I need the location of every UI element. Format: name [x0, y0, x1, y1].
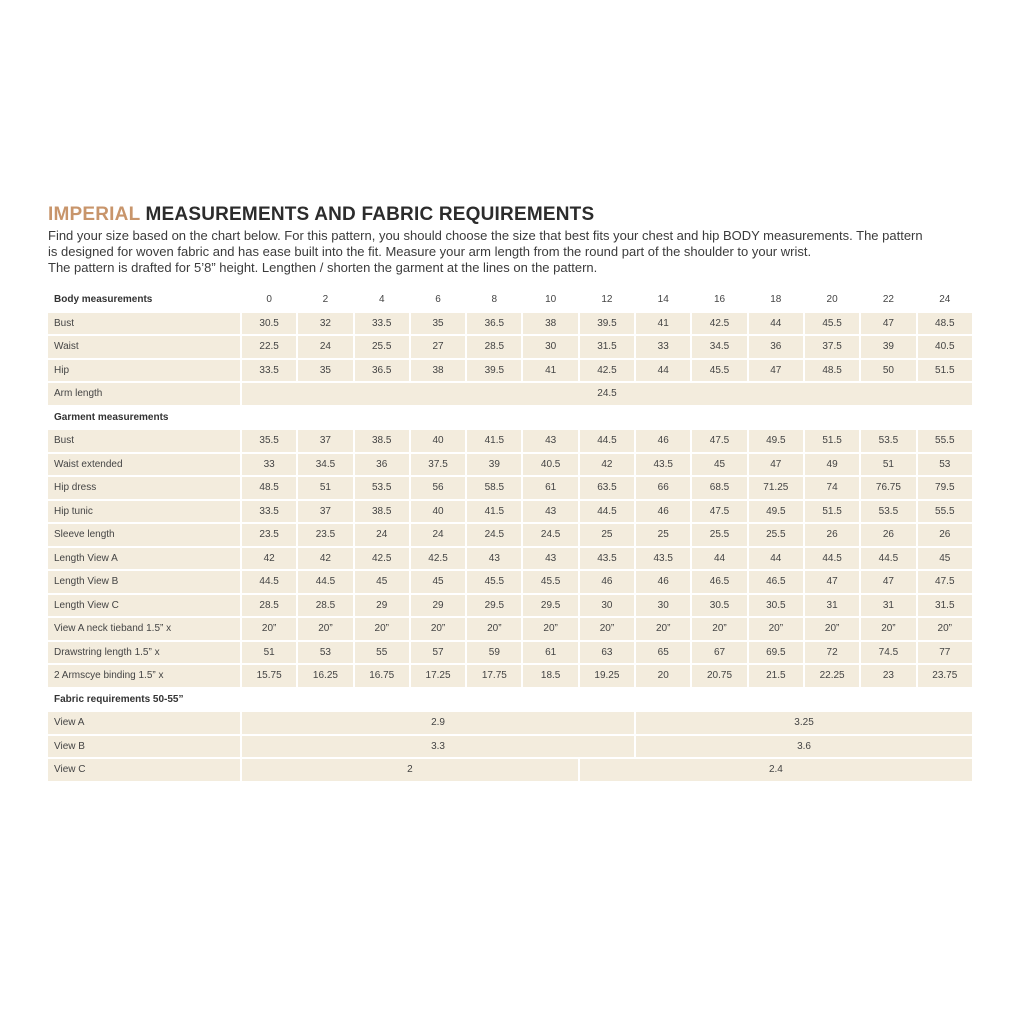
value-cell: 46.5 — [692, 571, 746, 593]
row-label: Bust — [48, 430, 240, 452]
value-cell: 44.5 — [580, 501, 634, 523]
value-cell: 63.5 — [580, 477, 634, 499]
value-cell: 33 — [636, 336, 690, 358]
value-cell: 36.5 — [467, 313, 521, 335]
title-accent: IMPERIAL — [48, 204, 141, 225]
value-cell: 37 — [298, 501, 352, 523]
fabric-value-large-sizes: 3.6 — [636, 736, 972, 758]
value-cell: 28.5 — [298, 595, 352, 617]
value-cell: 71.25 — [749, 477, 803, 499]
value-cell: 47 — [749, 454, 803, 476]
value-cell: 20” — [580, 618, 634, 640]
table-row — [48, 336, 972, 358]
value-cell: 74.5 — [861, 642, 915, 664]
size-header-cell: 14 — [657, 294, 669, 306]
size-chart-table — [46, 287, 974, 783]
row-label: Drawstring length 1.5” x — [48, 642, 240, 664]
row-label: View C — [48, 759, 240, 781]
row-label: 2 Armscye binding 1.5” x — [48, 665, 240, 687]
row-label: Hip dress — [48, 477, 240, 499]
value-cell: 45 — [918, 548, 972, 570]
value-cell: 49.5 — [749, 501, 803, 523]
value-cell: 31.5 — [580, 336, 634, 358]
value-cell: 31 — [861, 595, 915, 617]
value-cell: 38.5 — [355, 501, 409, 523]
value-cell: 15.75 — [242, 665, 296, 687]
value-cell: 20” — [411, 618, 465, 640]
table-row — [48, 524, 972, 546]
value-cell: 44 — [749, 313, 803, 335]
value-cell: 20” — [355, 618, 409, 640]
value-cell: 40.5 — [523, 454, 577, 476]
value-cell: 27 — [411, 336, 465, 358]
intro-line-1: Find your size based on the chart below. For this pattern, you should choose the size that best fits your chest and hip BODY measurements. The pattern — [48, 228, 923, 243]
row-label: Sleeve length — [48, 524, 240, 546]
size-header-cell: 2 — [322, 294, 329, 306]
value-cell: 20.75 — [692, 665, 746, 687]
value-cell: 45.5 — [692, 360, 746, 382]
value-cell: 51 — [242, 642, 296, 664]
value-cell: 40 — [411, 501, 465, 523]
value-cell: 38.5 — [355, 430, 409, 452]
size-header-cell: 0 — [266, 294, 272, 306]
value-cell: 61 — [523, 477, 577, 499]
value-cell: 29.5 — [467, 595, 521, 617]
row-label: View B — [48, 736, 240, 758]
value-cell: 51 — [298, 477, 352, 499]
value-cell: 36 — [355, 454, 409, 476]
value-cell: 37.5 — [411, 454, 465, 476]
value-cell: 20” — [805, 618, 859, 640]
value-cell: 66 — [636, 477, 690, 499]
value-cell: 46 — [636, 501, 690, 523]
value-cell: 24 — [298, 336, 352, 358]
row-label: Hip — [48, 360, 240, 382]
value-cell: 42.5 — [692, 313, 746, 335]
value-cell: 29 — [355, 595, 409, 617]
fabric-section-heading — [48, 689, 972, 711]
value-cell: 53 — [918, 454, 972, 476]
value-cell: 44 — [749, 548, 803, 570]
value-cell: 29 — [411, 595, 465, 617]
table-row — [48, 618, 972, 640]
value-cell: 47.5 — [692, 501, 746, 523]
value-cell: 55.5 — [918, 430, 972, 452]
value-cell: 29.5 — [523, 595, 577, 617]
value-cell: 68.5 — [692, 477, 746, 499]
value-cell: 44.5 — [580, 430, 634, 452]
value-cell: 46 — [580, 571, 634, 593]
value-cell: 51.5 — [805, 501, 859, 523]
value-cell: 41 — [523, 360, 577, 382]
value-cell: 41.5 — [467, 501, 521, 523]
garment-section-heading — [48, 407, 972, 429]
size-header-cell: 8 — [491, 294, 498, 306]
value-cell: 20” — [467, 618, 521, 640]
value-cell: 48.5 — [242, 477, 296, 499]
row-label: Waist — [48, 336, 240, 358]
size-header-cell: 16 — [713, 294, 726, 306]
value-cell: 47 — [749, 360, 803, 382]
row-label: Hip tunic — [48, 501, 240, 523]
value-cell: 22.25 — [805, 665, 859, 687]
value-cell: 59 — [467, 642, 521, 664]
fabric-value-small-sizes: 2.9 — [242, 712, 634, 734]
value-cell: 20” — [242, 618, 296, 640]
size-header-row — [48, 289, 972, 311]
value-cell: 24 — [411, 524, 465, 546]
value-cell: 43 — [523, 430, 577, 452]
size-header-cell: 10 — [545, 294, 557, 306]
value-cell: 23.5 — [298, 524, 352, 546]
value-cell: 44.5 — [861, 548, 915, 570]
value-cell: 22.5 — [242, 336, 296, 358]
value-cell: 30.5 — [692, 595, 746, 617]
value-cell: 38 — [523, 313, 577, 335]
row-label: View A neck tieband 1.5” x — [48, 618, 240, 640]
value-cell: 49 — [805, 454, 859, 476]
fabric-value-small-sizes: 3.3 — [242, 736, 634, 758]
value-cell: 43.5 — [580, 548, 634, 570]
value-cell: 34.5 — [692, 336, 746, 358]
table-row — [48, 548, 972, 570]
size-header-cell: 24 — [939, 294, 951, 306]
garment-measurements-heading: Garment measurements — [54, 411, 169, 423]
value-cell: 25.5 — [749, 524, 803, 546]
table-row — [48, 360, 972, 382]
size-header-cell: 18 — [770, 294, 782, 306]
table-row — [48, 430, 972, 452]
table-row — [48, 571, 972, 593]
value-cell: 31 — [805, 595, 859, 617]
value-cell: 39 — [861, 336, 915, 358]
value-cell: 43.5 — [636, 548, 690, 570]
fabric-requirements-heading: Fabric requirements 50-55” — [54, 693, 184, 705]
row-label: Length View B — [48, 571, 240, 593]
value-cell: 50 — [861, 360, 915, 382]
value-cell: 53 — [298, 642, 352, 664]
value-cell: 72 — [805, 642, 859, 664]
value-cell: 32 — [298, 313, 352, 335]
row-label: Arm length — [48, 383, 240, 405]
value-cell: 33.5 — [242, 360, 296, 382]
value-cell: 37.5 — [805, 336, 859, 358]
value-cell: 53.5 — [861, 430, 915, 452]
value-cell: 39 — [467, 454, 521, 476]
value-cell: 43.5 — [636, 454, 690, 476]
value-cell: 47.5 — [692, 430, 746, 452]
value-cell: 21.5 — [749, 665, 803, 687]
value-cell: 42 — [298, 548, 352, 570]
value-cell: 17.75 — [467, 665, 521, 687]
value-cell: 51 — [861, 454, 915, 476]
value-cell: 47 — [861, 571, 915, 593]
value-cell: 20” — [692, 618, 746, 640]
value-cell: 20” — [918, 618, 972, 640]
value-cell: 44.5 — [298, 571, 352, 593]
value-cell: 43 — [523, 548, 577, 570]
table-row — [48, 595, 972, 617]
value-cell: 61 — [523, 642, 577, 664]
value-cell: 34.5 — [298, 454, 352, 476]
value-cell: 42.5 — [411, 548, 465, 570]
value-cell: 25.5 — [692, 524, 746, 546]
fabric-row — [48, 736, 972, 758]
value-cell: 51.5 — [805, 430, 859, 452]
row-label: Length View A — [48, 548, 240, 570]
value-cell: 20” — [523, 618, 577, 640]
page-title — [48, 204, 976, 226]
value-cell: 79.5 — [918, 477, 972, 499]
value-cell: 24 — [355, 524, 409, 546]
value-cell: 26 — [805, 524, 859, 546]
value-cell: 20” — [861, 618, 915, 640]
title-rest: MEASUREMENTS AND FABRIC REQUIREMENTS — [140, 204, 595, 225]
intro-text — [48, 228, 976, 276]
row-label: Length View C — [48, 595, 240, 617]
value-cell: 37 — [298, 430, 352, 452]
table-row — [48, 501, 972, 523]
value-cell: 20” — [298, 618, 352, 640]
measurements-document — [48, 204, 976, 783]
value-cell: 46.5 — [749, 571, 803, 593]
value-cell: 44 — [636, 360, 690, 382]
size-header-cell: 4 — [378, 294, 385, 306]
value-cell: 47.5 — [918, 571, 972, 593]
arm-length-value: 24.5 — [242, 383, 972, 405]
value-cell: 26 — [918, 524, 972, 546]
value-cell: 56 — [411, 477, 465, 499]
value-cell: 48.5 — [918, 313, 972, 335]
value-cell: 24.5 — [523, 524, 577, 546]
value-cell: 39.5 — [580, 313, 634, 335]
value-cell: 38 — [411, 360, 465, 382]
fabric-value-small-sizes: 2 — [242, 759, 578, 781]
value-cell: 41 — [636, 313, 690, 335]
value-cell: 44 — [692, 548, 746, 570]
size-header-cell: 22 — [882, 294, 894, 306]
value-cell: 20 — [636, 665, 690, 687]
value-cell: 47 — [861, 313, 915, 335]
value-cell: 74 — [805, 477, 859, 499]
table-row — [48, 665, 972, 687]
value-cell: 30 — [580, 595, 634, 617]
value-cell: 20” — [749, 618, 803, 640]
value-cell: 23.75 — [918, 665, 972, 687]
value-cell: 36 — [749, 336, 803, 358]
value-cell: 16.75 — [355, 665, 409, 687]
value-cell: 24.5 — [467, 524, 521, 546]
value-cell: 65 — [636, 642, 690, 664]
value-cell: 48.5 — [805, 360, 859, 382]
value-cell: 33.5 — [242, 501, 296, 523]
value-cell: 46 — [636, 430, 690, 452]
value-cell: 46 — [636, 571, 690, 593]
value-cell: 30.5 — [749, 595, 803, 617]
value-cell: 30.5 — [242, 313, 296, 335]
intro-line-3: The pattern is drafted for 5’8” height. Lengthen / shorten the garment at the lines on the pattern. — [48, 260, 598, 275]
value-cell: 42.5 — [355, 548, 409, 570]
value-cell: 58.5 — [467, 477, 521, 499]
value-cell: 44.5 — [242, 571, 296, 593]
value-cell: 35 — [298, 360, 352, 382]
value-cell: 51.5 — [918, 360, 972, 382]
table-row — [48, 454, 972, 476]
value-cell: 63 — [580, 642, 634, 664]
value-cell: 57 — [411, 642, 465, 664]
value-cell: 45.5 — [805, 313, 859, 335]
size-header-cell: 6 — [435, 294, 441, 306]
value-cell: 45.5 — [467, 571, 521, 593]
table-row — [48, 642, 972, 664]
value-cell: 31.5 — [918, 595, 972, 617]
value-cell: 40 — [411, 430, 465, 452]
value-cell: 76.75 — [861, 477, 915, 499]
value-cell: 43 — [467, 548, 521, 570]
value-cell: 19.25 — [580, 665, 634, 687]
table-row — [48, 477, 972, 499]
value-cell: 42.5 — [580, 360, 634, 382]
value-cell: 40.5 — [918, 336, 972, 358]
value-cell: 23.5 — [242, 524, 296, 546]
value-cell: 33 — [242, 454, 296, 476]
value-cell: 26 — [861, 524, 915, 546]
value-cell: 39.5 — [467, 360, 521, 382]
value-cell: 33.5 — [355, 313, 409, 335]
row-label: Waist extended — [48, 454, 240, 476]
value-cell: 28.5 — [242, 595, 296, 617]
value-cell: 41.5 — [467, 430, 521, 452]
value-cell: 43 — [523, 501, 577, 523]
value-cell: 28.5 — [467, 336, 521, 358]
value-cell: 67 — [692, 642, 746, 664]
value-cell: 77 — [918, 642, 972, 664]
row-label: View A — [48, 712, 240, 734]
intro-line-2: is designed for woven fabric and has ease built into the fit. Measure your arm length from the round part of the shoulder to your wrist. — [48, 244, 812, 259]
table-row — [48, 313, 972, 335]
value-cell: 16.25 — [298, 665, 352, 687]
value-cell: 49.5 — [749, 430, 803, 452]
value-cell: 42 — [580, 454, 634, 476]
value-cell: 53.5 — [861, 501, 915, 523]
value-cell: 36.5 — [355, 360, 409, 382]
value-cell: 25.5 — [355, 336, 409, 358]
value-cell: 45 — [692, 454, 746, 476]
value-cell: 53.5 — [355, 477, 409, 499]
fabric-value-large-sizes: 3.25 — [636, 712, 972, 734]
fabric-row — [48, 712, 972, 734]
value-cell: 25 — [636, 524, 690, 546]
arm-length-row — [48, 383, 972, 405]
value-cell: 55 — [355, 642, 409, 664]
value-cell: 44.5 — [805, 548, 859, 570]
row-label: Bust — [48, 313, 240, 335]
value-cell: 45 — [355, 571, 409, 593]
value-cell: 55.5 — [918, 501, 972, 523]
value-cell: 20” — [636, 618, 690, 640]
value-cell: 30 — [636, 595, 690, 617]
fabric-row — [48, 759, 972, 781]
value-cell: 42 — [242, 548, 296, 570]
value-cell: 35.5 — [242, 430, 296, 452]
value-cell: 45.5 — [523, 571, 577, 593]
fabric-value-large-sizes: 2.4 — [580, 759, 972, 781]
size-header-cell: 12 — [601, 294, 613, 306]
body-measurements-heading: Body measurements — [54, 294, 153, 306]
value-cell: 69.5 — [749, 642, 803, 664]
size-header-cell: 20 — [826, 294, 838, 306]
value-cell: 45 — [411, 571, 465, 593]
value-cell: 23 — [861, 665, 915, 687]
value-cell: 35 — [411, 313, 465, 335]
value-cell: 17.25 — [411, 665, 465, 687]
value-cell: 30 — [523, 336, 577, 358]
value-cell: 47 — [805, 571, 859, 593]
value-cell: 25 — [580, 524, 634, 546]
value-cell: 18.5 — [523, 665, 577, 687]
